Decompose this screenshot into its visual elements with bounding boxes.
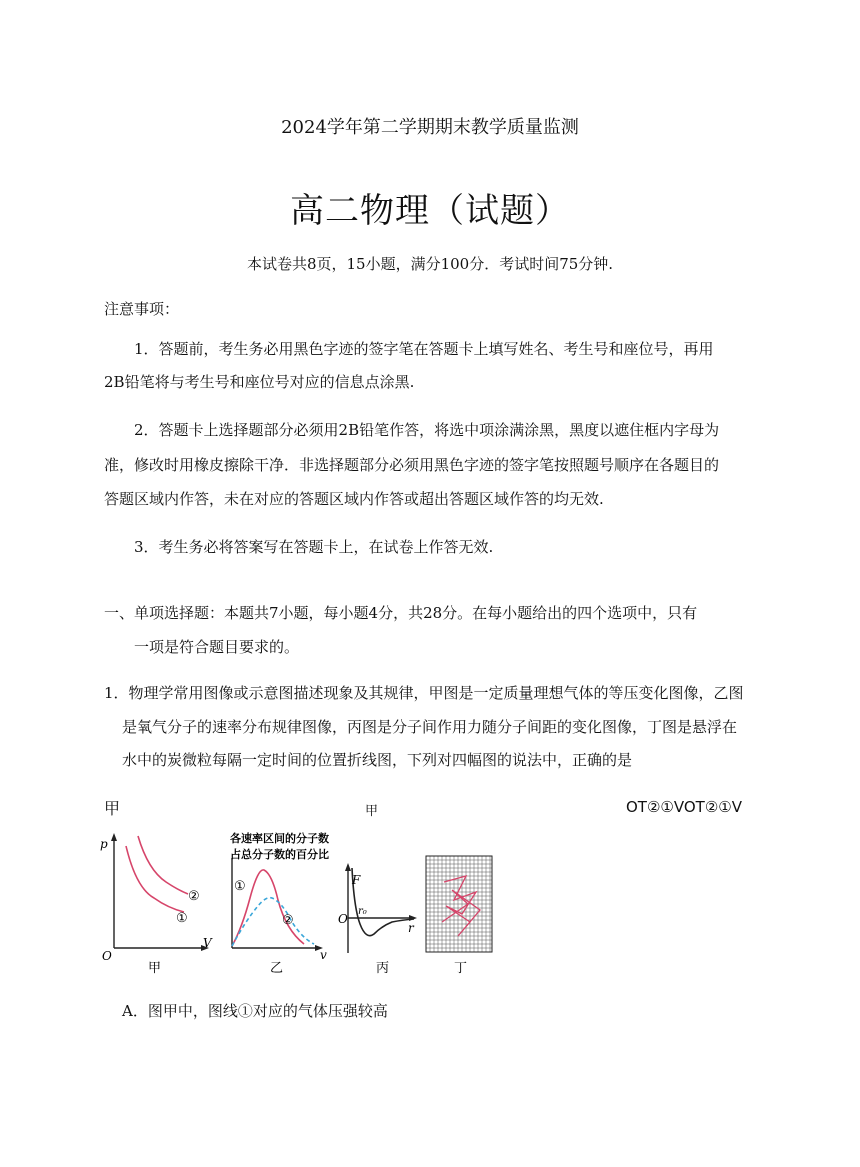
bing-y-arrow (345, 863, 351, 871)
notice-item-2-line-1: 2．答题卡上选择题部分必须用2B铅笔作答，将选中项涂满涂黑，黑度以遮住框内字母为 (134, 421, 720, 439)
notice-item-2-line-3: 答题区域内作答，未在对应的答题区域内作答或超出答题区域作答的均无效. (104, 490, 604, 508)
yi-curve-1-label: ① (234, 879, 246, 894)
figure-jia (96, 828, 226, 978)
bing-r0-label: r₀ (358, 906, 367, 917)
yi-curve-2 (232, 898, 314, 946)
notice-item-1-line-1: 1．答题前，考生务必用黑色字迹的签字笔在答题卡上填写姓名、考生号和座位号，再用 (134, 340, 714, 358)
jia-origin-label: O (102, 949, 112, 963)
jia-curve-1 (126, 846, 184, 912)
jia-caption: 甲 (148, 961, 162, 976)
stray-label-right: OT②①VOT②①V (626, 798, 742, 816)
yi-caption: 乙 (270, 961, 284, 976)
exam-intro: 本试卷共8页，15小题，满分100分．考试时间75分钟. (246, 255, 614, 273)
figure-bing (336, 828, 422, 978)
yi-ylabel-line-2: 占总分子数的百分比 (230, 848, 329, 861)
notice-item-3: 3．考生务必将答案写在答题卡上，在试卷上作答无效. (134, 538, 494, 556)
question-1-line-3: 水中的炭微粒每隔一定时间的位置折线图，下列对四幅图的说法中，正确的是 (122, 751, 633, 769)
jia-curve-2 (138, 836, 188, 894)
figure-yi (228, 828, 340, 978)
bing-caption: 丙 (376, 961, 390, 976)
question-1-option-a: A．图甲中，图线①对应的气体压强较高 (122, 1002, 388, 1020)
jia-y-arrow (111, 833, 117, 841)
bing-force-curve (352, 868, 414, 936)
bing-origin-label: O (338, 912, 348, 926)
ding-caption: 丁 (454, 961, 468, 976)
subject-title: 高二物理（试题） (290, 191, 570, 231)
yi-ylabel-line-1: 各速率区间的分子数 (230, 832, 329, 845)
exam-title: 2024学年第二学期期末教学质量监测 (281, 117, 579, 138)
notice-heading: 注意事项： (104, 300, 180, 318)
jia-y-label: p (100, 837, 108, 851)
section-1-heading-line-2: 一项是符合题目要求的。 (134, 638, 300, 656)
jia-curve-2-label: ② (188, 889, 200, 904)
yi-curve-2-label: ② (282, 913, 294, 928)
jia-curve-1-label: ① (176, 911, 188, 926)
ding-path (442, 876, 480, 936)
question-1-line-2: 是氧气分子的速率分布规律图像，丙图是分子间作用力随分子间距的变化图像，丁图是悬浮在 (122, 718, 738, 736)
notice-item-1-line-2: 2B铅笔将与考生号和座位号对应的信息点涂黑. (104, 373, 415, 391)
bing-y-label: F (352, 873, 361, 887)
bing-x-label: r (408, 921, 414, 935)
notice-item-2-line-2: 准，修改时用橡皮擦除干净．非选择题部分必须用黑色字迹的签字笔按照题号顺序在各题目的 (104, 456, 720, 474)
yi-x-label: v (320, 948, 327, 962)
stray-label-left: 甲 (104, 799, 121, 818)
jia-x-label: V (203, 936, 212, 950)
question-1-line-1: 1．物理学常用图像或示意图描述现象及其规律，甲图是一定质量理想气体的等压变化图像，乙图 (104, 684, 744, 702)
section-1-heading-line-1: 一、单项选择题：本题共7小题，每小题4分，共28分。在每小题给出的四个选项中，只有 (104, 604, 698, 622)
stray-label-middle: 甲 (365, 804, 379, 819)
ding-grid (426, 856, 492, 952)
figure-ding (424, 852, 496, 978)
